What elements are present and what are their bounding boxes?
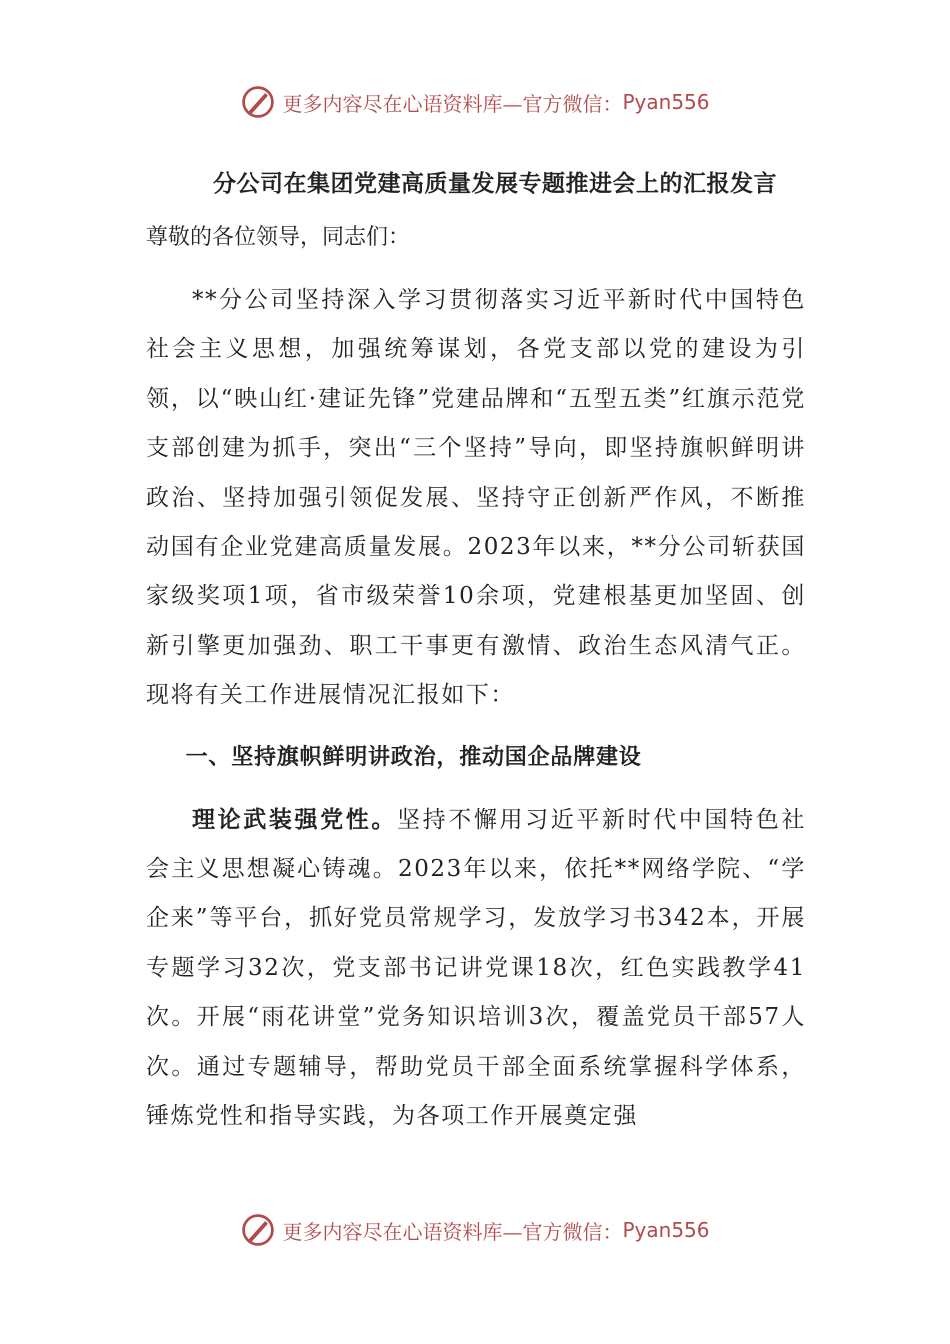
- section-1-lead: 理论武装强党性。: [192, 805, 398, 833]
- document-title: 分公司在集团党建高质量发展专题推进会上的汇报发言: [213, 170, 777, 197]
- watermark-wechat-id: Pyan556: [622, 1218, 710, 1242]
- watermark-text: 更多内容尽在心语资料库—官方微信：: [282, 91, 623, 116]
- section-heading-1: 一、坚持旗帜鲜明讲政治，推动国企品牌建设: [185, 743, 642, 770]
- section-1-body: 坚持不懈用习近平新时代中国特色社会主义思想凝心铸魂。2023年以来，依托**网络学院、“学企来”等平台，抓好党员常规学习，发放学习书342本，开展专题学习32次，党支部书记讲党课18次，红色实践教学41次。开展“雨花讲堂”党务知识培训3次，覆盖党员干部57人次。通过专题辅导，帮助党员干部全面系统掌握科学体系，锤炼党性和指导实践，为各项工作开展奠定强: [146, 806, 806, 1130]
- header-watermark: [0, 82, 950, 122]
- section-1-paragraph: [146, 795, 806, 1142]
- salutation: 尊敬的各位领导，同志们：: [146, 225, 411, 250]
- watermark-wechat-id: Pyan556: [622, 90, 710, 114]
- intro-paragraph: **分公司坚持深入学习贯彻落实习近平新时代中国特色社会主义思想，加强统筹谋划，各党支部以党的建设为引领，以“映山红·建证先锋”党建品牌和“五型五类”红旗示范党支部创建为抓手，突出“三个坚持”导向，即坚持旗帜鲜明讲政治、坚持加强引领促发展、坚持守正创新严作风，不断推动国有企业党建高质量发展。2023年以来，**分公司斩获国家级奖项1项，省市级荣誉10余项，党建根基更加坚固、创新引擎更加强劲、职工干事更有激情、政治生态风清气正。现将有关工作进展情况汇报如下：: [146, 287, 806, 709]
- pen-logo-icon: [240, 1212, 276, 1248]
- footer-watermark: [0, 1210, 950, 1250]
- pen-logo-icon: [240, 84, 276, 120]
- watermark-text: 更多内容尽在心语资料库—官方微信：: [282, 1219, 623, 1244]
- document-body: [146, 168, 806, 1142]
